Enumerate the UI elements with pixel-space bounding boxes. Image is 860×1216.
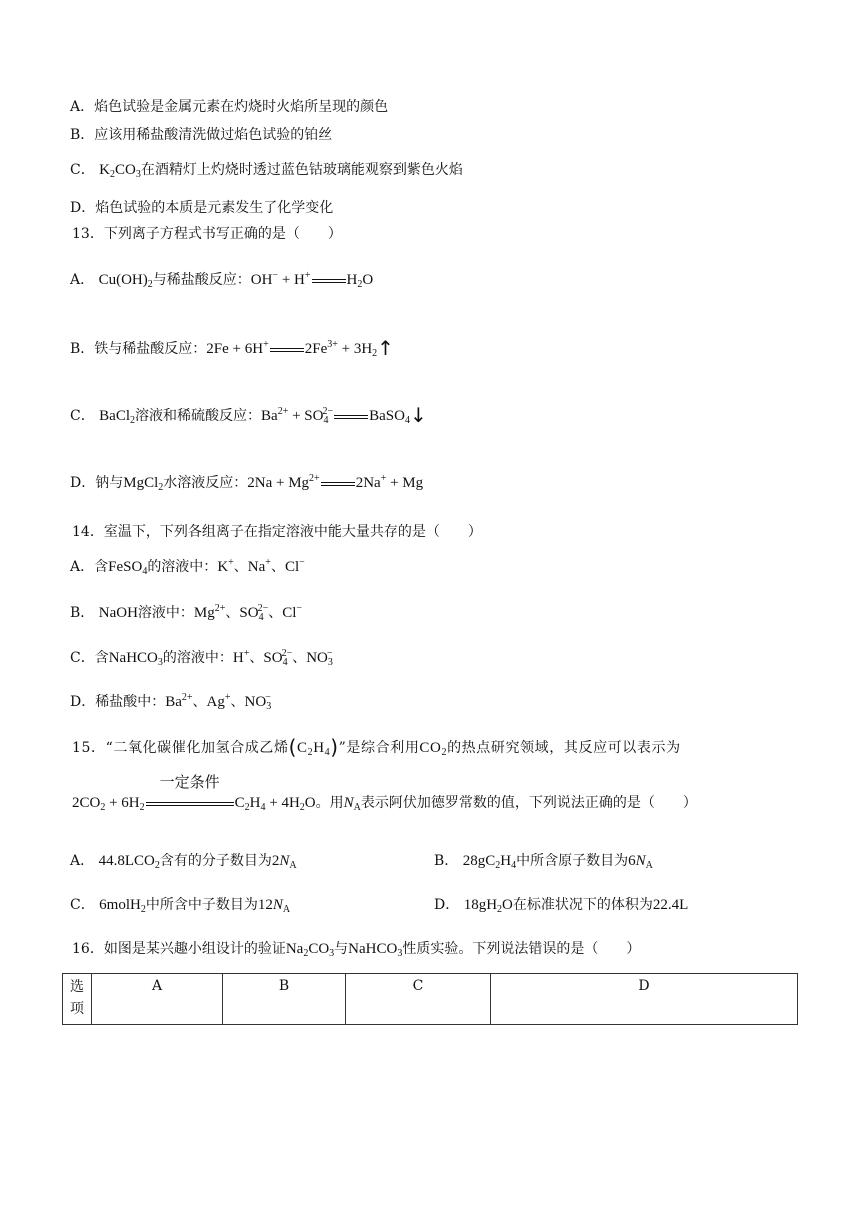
option-letter: D． <box>70 200 96 216</box>
option-text: 铁与稀盐酸反应： <box>94 341 207 357</box>
q13-option-d <box>70 474 423 493</box>
option-text: 溶液和稀硫酸反应： <box>135 408 262 424</box>
option-letter: A． <box>70 272 95 288</box>
equals-sign <box>312 272 346 290</box>
option-letter: B． <box>434 853 459 869</box>
formula: NaHCO$_3$ <box>108 650 163 668</box>
option-text: 水溶液反应： <box>163 475 248 491</box>
option-text: 钠与 <box>95 475 124 491</box>
q14-option-c: C．含NaHCO$_3$的溶液中：H+、$SO_4^{2-}$、$NO_3^-$ <box>70 648 333 668</box>
option-letter: D． <box>70 475 96 491</box>
q15-option-d: D． $18gH_2O$在标准状况下的体积为22.4L <box>434 897 689 915</box>
option-letter: A． <box>70 559 95 575</box>
q13-option-c <box>70 403 427 427</box>
formula: NaOH <box>98 605 138 621</box>
q12-option-b <box>70 126 332 144</box>
equation: $2Na + Mg^{2+}$ 2Na+ + Mg <box>247 473 424 491</box>
option-letter: C． <box>70 650 95 666</box>
equals-sign <box>321 475 355 493</box>
option-letter: A． <box>70 853 95 869</box>
options-table <box>62 973 798 1025</box>
q12-option-c <box>70 161 463 179</box>
q14-option-b: B． NaOH溶液中：$Mg^{2+}$、$SO_4^{2-}$、Cl− <box>70 603 303 623</box>
option-text: 与稀盐酸反应： <box>152 272 251 288</box>
q16-stem: 16．如图是某兴趣小组设计的验证$Na_2CO_3$与NaHCO$_3$性质实验。下列说法错误的是（ ） <box>72 941 641 959</box>
condition-equals-sign <box>146 772 234 813</box>
option-letter: B． <box>70 127 95 143</box>
precipitate-arrow-icon: ↓ <box>409 403 427 427</box>
reaction-equation: $2CO_2 + 6H_2$ 一定条件 $C_2H_4 + 4H_2O$ <box>72 772 316 813</box>
table-header-cell: B <box>223 974 346 1025</box>
option-letter: C． <box>70 162 95 178</box>
option-letter: C． <box>70 408 95 424</box>
reaction-condition: 一定条件 <box>159 772 220 791</box>
q14-option-a: A．含FeSO$_4$的溶液中：K+、Na+、Cl− <box>70 557 305 577</box>
formula-ethylene: $(C_2H_4)$ <box>288 735 339 759</box>
ion-list: H+、$SO_4^{2-}$、$NO_3^-$ <box>232 648 333 668</box>
ion-list: $Ba^{2+}$、Ag+、$NO_3^-$ <box>165 692 272 712</box>
table-header-cell: 选 项 <box>63 974 92 1025</box>
q13-option-a <box>70 271 373 290</box>
equals-sign <box>270 341 304 359</box>
formula-k2co3: $K_2CO_3$ <box>99 162 141 180</box>
avogadro-symbol: $N_A$ <box>343 795 361 813</box>
q14-stem: 14．室温下，下列各组离子在指定溶液中能大量共存的是（ ） <box>72 524 482 540</box>
option-letter: A． <box>70 99 95 115</box>
option-text: 焰色试验的本质是元素发生了化学变化 <box>95 200 334 216</box>
option-letter: D． <box>434 897 460 913</box>
q12-option-a <box>70 98 388 116</box>
option-text: 应该用稀盐酸清洗做过焰色试验的铂丝 <box>94 127 333 143</box>
equation: OH− + H+ $H_2O$ <box>250 270 374 290</box>
formula: BaCl$_2$ <box>99 408 136 426</box>
q14-option-d: D．稀盐酸中：$Ba^{2+}$、Ag+、$NO_3^-$ <box>70 692 272 712</box>
option-letter: D． <box>70 694 96 710</box>
equals-sign <box>334 408 368 426</box>
table-header-cell: D <box>491 974 798 1025</box>
q15-stem-line1: 15．“二氧化碳催化加氢合成乙烯$(C_2H_4)$”是综合利用$CO_2$的热点研究领域，其反应可以表示为 <box>72 735 681 759</box>
formula: $CO_2$ <box>419 740 448 758</box>
q12-option-d <box>70 199 333 217</box>
gas-arrow-icon: ↑ <box>377 336 394 360</box>
option-letter: B． <box>70 341 95 357</box>
table-header-cell: A <box>92 974 223 1025</box>
option-text: 焰色试验是金属元素在灼烧时火焰所呈现的颜色 <box>94 99 389 115</box>
option-text: 在酒精灯上灼烧时透过蓝色钴玻璃能观察到紫色火焰 <box>140 162 463 178</box>
q15-option-b: B． $28gC_2H_4$中所含原子数目为$6N_A$ <box>434 853 653 871</box>
q15-stem-line2: $2CO_2 + 6H_2$ 一定条件 $C_2H_4 + 4H_2O$。用$N_A$表示阿伏加德罗常数的值，下列说法正确的是（ ） <box>72 772 697 813</box>
formula: $Cu(OH)_2$ <box>98 272 153 290</box>
equation: $Ba^{2+} + SO_4^{2-}$ BaSO$_4$↓ <box>261 403 427 427</box>
q13-option-b <box>70 336 394 360</box>
q13-stem: 13．下列离子方程式书写正确的是（ ） <box>72 226 342 242</box>
q15-option-c: C． 6molH$_2$中所含中子数目为$12N_A$ <box>70 897 291 915</box>
table-row <box>63 974 798 1025</box>
option-letter: C． <box>70 897 95 913</box>
table-header-cell: C <box>346 974 491 1025</box>
q15-option-a: A． $44.8LCO_2$含有的分子数目为$2N_A$ <box>70 853 297 871</box>
ion-list: K+、Na+、Cl− <box>217 557 305 575</box>
equation: 2Fe + 6H+ $2Fe^{3+}$ + $3H_2↑$ <box>206 336 394 360</box>
option-letter: B． <box>70 605 95 621</box>
formula: FeSO$_4$ <box>108 559 148 577</box>
formula: MgCl$_2$ <box>123 475 164 493</box>
ion-list: $Mg^{2+}$、$SO_4^{2-}$、Cl− <box>193 603 303 623</box>
